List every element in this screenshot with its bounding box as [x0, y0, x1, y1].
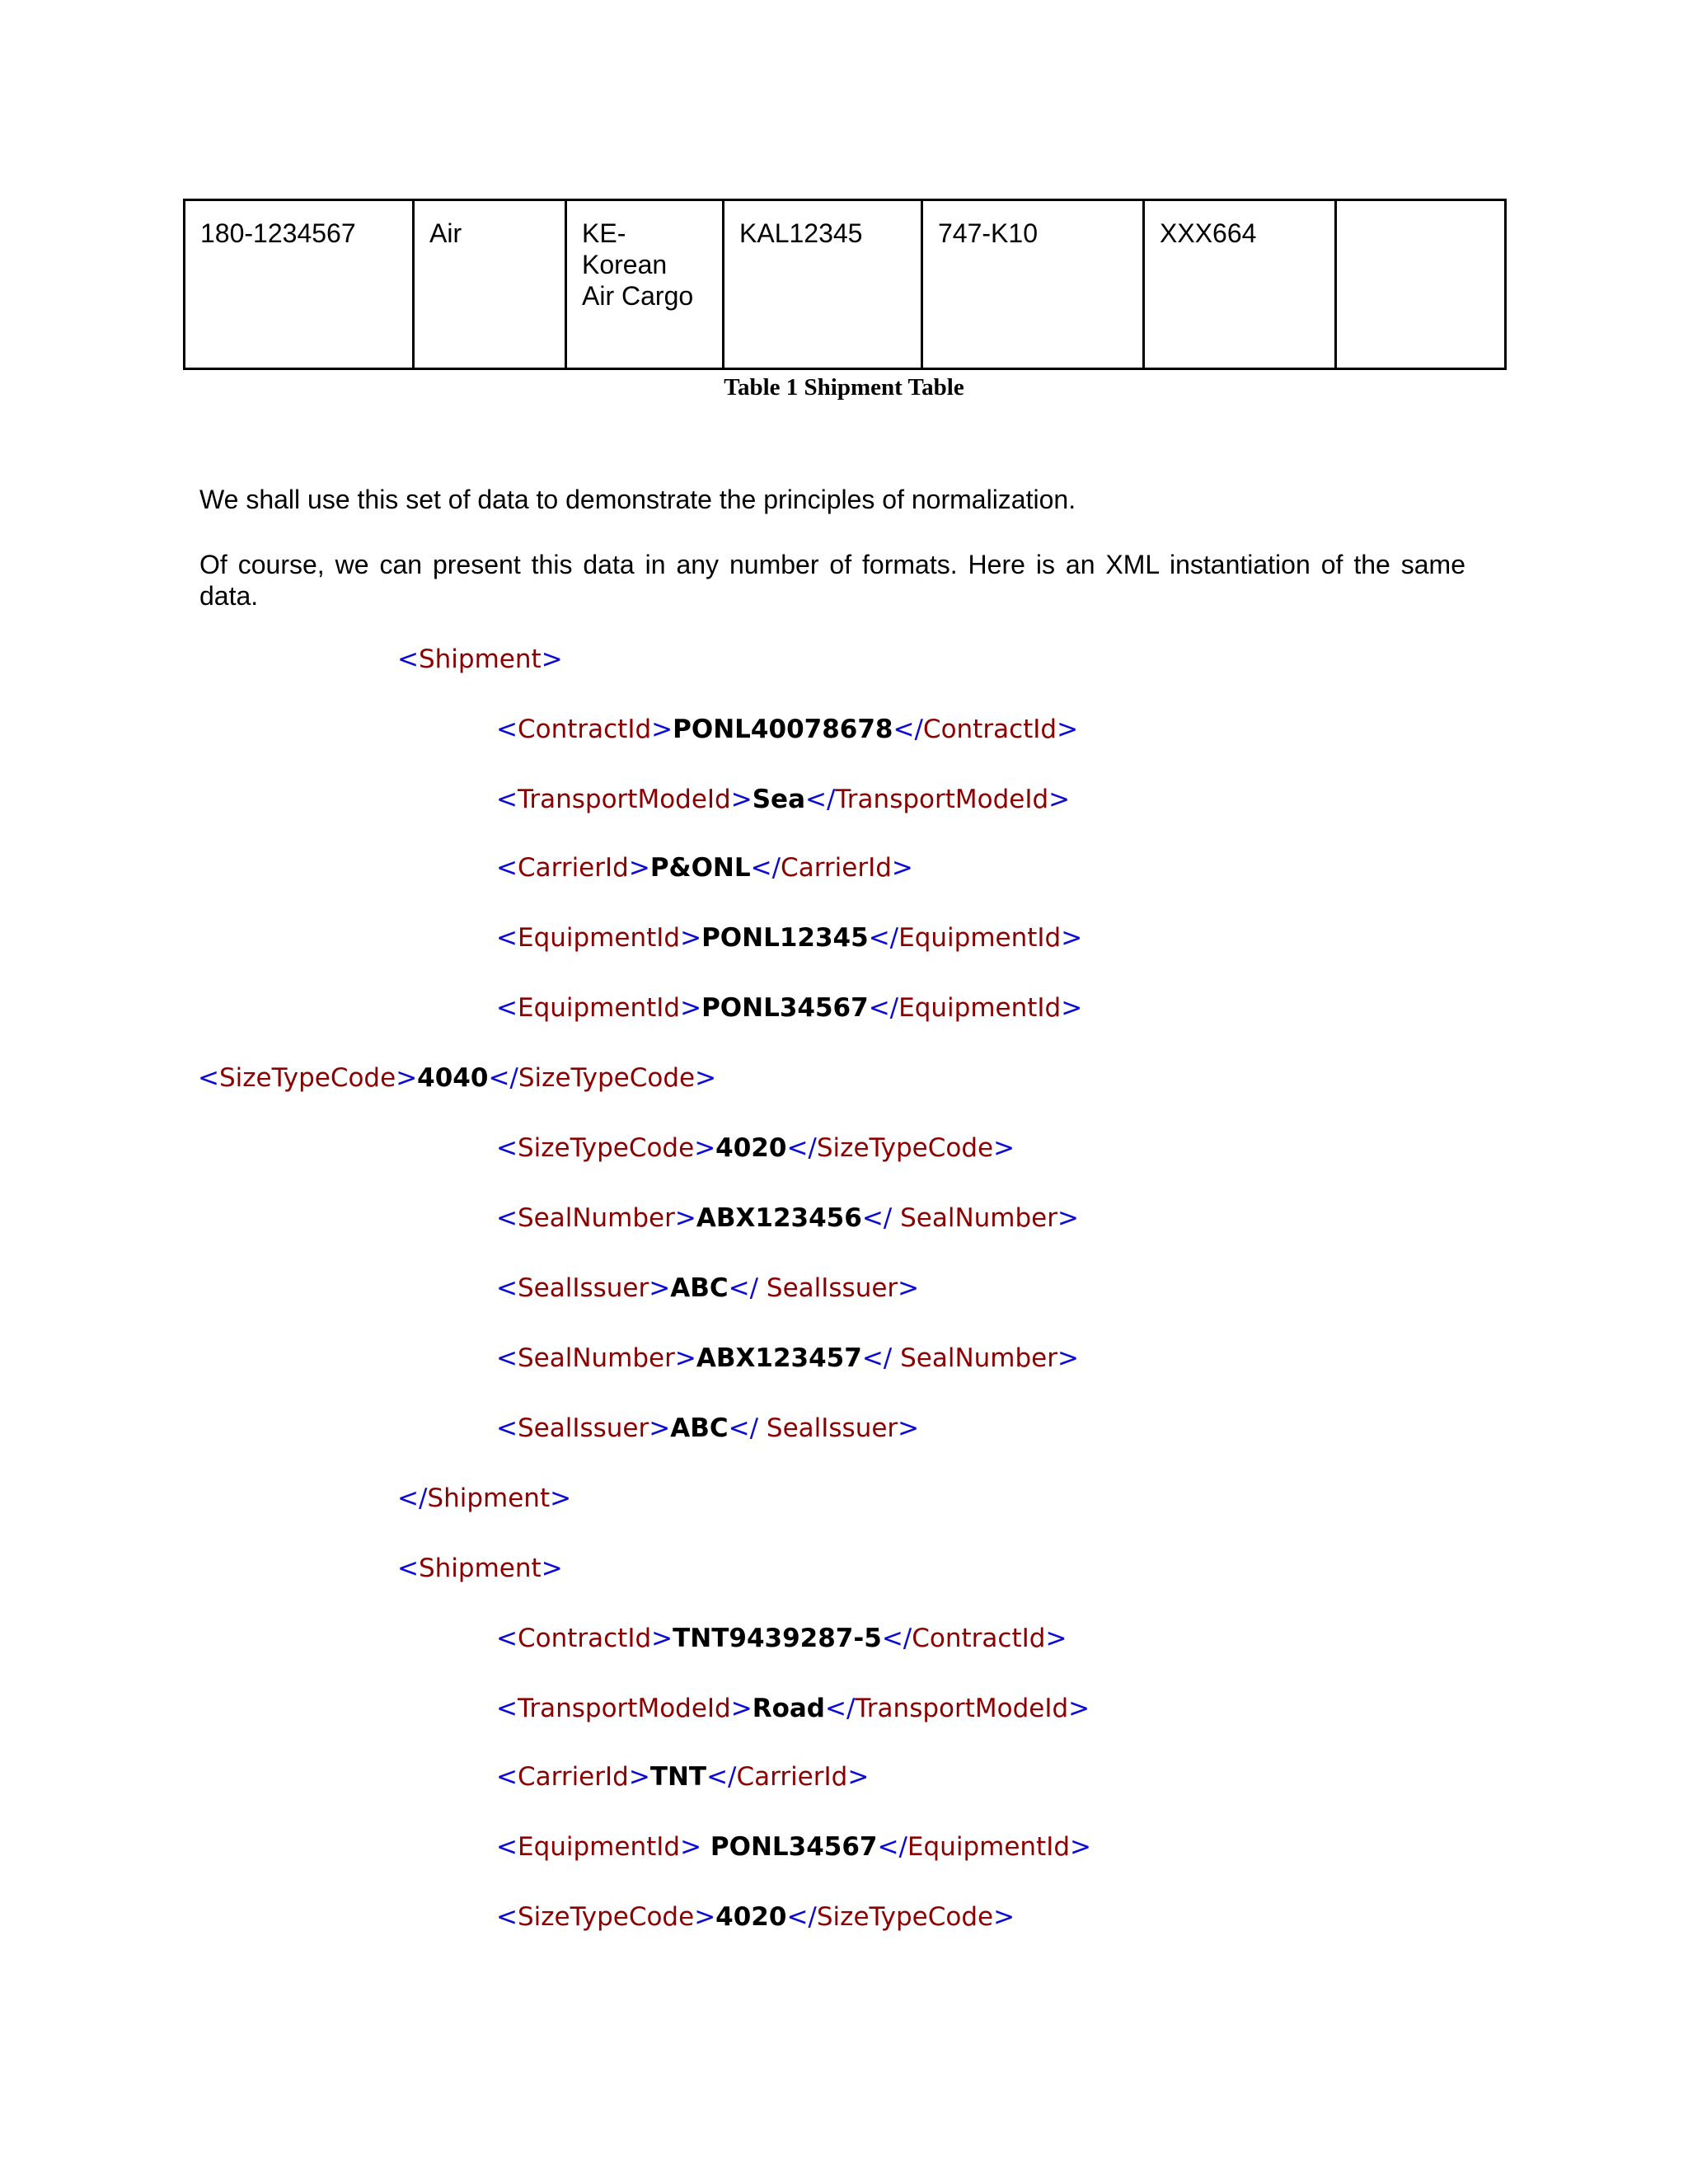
xml-line — [496, 921, 1082, 954]
xml-bracket: > — [898, 1273, 920, 1303]
xml-line — [496, 1412, 919, 1445]
xml-value: 4020 — [715, 1133, 787, 1163]
xml-bracket: </ — [877, 1832, 907, 1862]
xml-bracket: > — [680, 1832, 702, 1862]
xml-tag-name: ContractId — [517, 1624, 652, 1653]
xml-tag-name: SealIssuer — [758, 1413, 898, 1443]
xml-bracket: > — [695, 1063, 717, 1093]
xml-bracket: < — [496, 993, 518, 1023]
xml-tag-name: SealNumber — [517, 1203, 675, 1233]
xml-value: TNT9439287-5 — [673, 1624, 882, 1653]
xml-bracket: > — [1045, 1624, 1067, 1653]
xml-bracket: </ — [397, 1483, 428, 1513]
xml-bracket: </ — [868, 923, 899, 953]
xml-line — [496, 783, 1070, 816]
xml-bracket: > — [730, 1694, 753, 1723]
xml-bracket: </ — [706, 1762, 737, 1792]
xml-bracket: > — [891, 853, 913, 883]
xml-tag-name: TransportModeId — [517, 785, 731, 814]
xml-value: PONL12345 — [701, 923, 869, 953]
table-row — [185, 200, 1506, 369]
xml-tag-name: SizeTypeCode — [816, 1902, 994, 1932]
xml-line — [496, 1830, 1091, 1863]
table-caption: Table 1 Shipment Table — [724, 374, 964, 401]
xml-bracket: > — [651, 715, 673, 744]
xml-bracket: < — [496, 923, 518, 953]
xml-bracket: < — [496, 1624, 518, 1653]
xml-bracket: > — [993, 1133, 1015, 1163]
xml-tag-name: Shipment — [427, 1483, 551, 1513]
xml-bracket: > — [1061, 923, 1083, 953]
xml-line — [496, 1132, 1015, 1165]
xml-line — [496, 1622, 1067, 1655]
xml-line — [496, 1760, 869, 1793]
xml-line — [397, 643, 563, 676]
xml-bracket: </ — [861, 1203, 893, 1233]
xml-value: P&ONL — [649, 853, 751, 883]
xml-tag-name: SizeTypeCode — [816, 1133, 994, 1163]
xml-bracket: > — [847, 1762, 870, 1792]
xml-bracket: > — [993, 1902, 1015, 1932]
xml-bracket: > — [1061, 993, 1083, 1023]
xml-tag-name: Shipment — [418, 644, 542, 674]
xml-line — [496, 1272, 919, 1305]
table-cell-aircraft: 747-K10 — [922, 200, 1144, 369]
xml-tag-name: EquipmentId — [898, 923, 1062, 953]
xml-tag-name: TransportModeId — [835, 785, 1049, 814]
xml-bracket: < — [496, 1343, 518, 1373]
xml-tag-name: Shipment — [418, 1554, 542, 1583]
xml-tag-name: EquipmentId — [517, 923, 681, 953]
xml-bracket: </ — [868, 993, 899, 1023]
xml-bracket: </ — [728, 1413, 759, 1443]
xml-tag-name: EquipmentId — [898, 993, 1062, 1023]
xml-bracket: < — [496, 853, 518, 883]
xml-bracket: < — [397, 644, 419, 674]
xml-value: Road — [752, 1694, 825, 1723]
xml-tag-name: EquipmentId — [517, 993, 681, 1023]
xml-bracket: </ — [825, 1694, 856, 1723]
xml-tag-name: CarrierId — [517, 1762, 629, 1792]
xml-bracket: > — [680, 993, 702, 1023]
xml-bracket: > — [1068, 1694, 1090, 1723]
xml-bracket: > — [649, 1273, 671, 1303]
shipment-table — [183, 199, 1507, 370]
xml-bracket: > — [649, 1413, 671, 1443]
xml-tag-name: SizeTypeCode — [517, 1902, 695, 1932]
xml-tag-name: ContractId — [517, 715, 652, 744]
xml-value: PONL34567 — [701, 993, 869, 1023]
xml-bracket: > — [628, 1762, 650, 1792]
xml-bracket: </ — [488, 1063, 518, 1093]
xml-tag-name: SealNumber — [517, 1343, 675, 1373]
xml-bracket: > — [1070, 1832, 1092, 1862]
xml-bracket: > — [396, 1063, 418, 1093]
xml-value: PONL40078678 — [673, 715, 893, 744]
xml-tag-name: SealIssuer — [758, 1273, 898, 1303]
xml-line — [496, 851, 913, 884]
xml-bracket: < — [496, 1273, 518, 1303]
xml-tag-name: CarrierId — [781, 853, 892, 883]
xml-bracket: < — [397, 1554, 419, 1583]
xml-tag-name: SizeTypeCode — [517, 1133, 695, 1163]
xml-value: ABC — [670, 1413, 729, 1443]
xml-tag-name: SealNumber — [892, 1203, 1057, 1233]
xml-bracket: </ — [861, 1343, 893, 1373]
xml-line — [496, 1342, 1079, 1375]
xml-tag-name: SizeTypeCode — [518, 1063, 696, 1093]
xml-bracket: < — [496, 1902, 518, 1932]
xml-bracket: > — [550, 1483, 572, 1513]
xml-tag-name: SealNumber — [892, 1343, 1057, 1373]
table-cell-carrier: KE- Korean Air Cargo — [566, 200, 724, 369]
xml-tag-name: CarrierId — [736, 1762, 848, 1792]
xml-bracket: < — [496, 1413, 518, 1443]
xml-tag-name: ContractId — [922, 715, 1057, 744]
xml-tag-name: CarrierId — [517, 853, 629, 883]
table-cell-waybill: 180-1234567 — [185, 200, 414, 369]
xml-value: 4020 — [715, 1902, 787, 1932]
xml-line — [496, 1900, 1015, 1933]
xml-line — [397, 1552, 563, 1585]
xml-tag-name: EquipmentId — [907, 1832, 1071, 1862]
xml-value: 4040 — [417, 1063, 489, 1093]
xml-value: ABX123456 — [696, 1203, 862, 1233]
xml-bracket: </ — [805, 785, 836, 814]
xml-bracket: < — [496, 785, 518, 814]
xml-value: ABX123457 — [696, 1343, 862, 1373]
table-cell-equipment: KAL12345 — [724, 200, 922, 369]
table-cell-empty — [1336, 200, 1506, 369]
xml-bracket: > — [1057, 1203, 1079, 1233]
xml-bracket: < — [198, 1063, 219, 1093]
xml-bracket: </ — [786, 1133, 817, 1163]
xml-bracket: > — [730, 785, 753, 814]
paragraph-xml-intro: Of course, we can present this data in any number of formats. Here is an XML instantiation of the same data. — [199, 550, 1465, 611]
xml-line — [397, 1482, 571, 1515]
xml-bracket: < — [496, 1762, 518, 1792]
xml-bracket: > — [628, 853, 650, 883]
xml-bracket: > — [694, 1902, 716, 1932]
xml-bracket: > — [898, 1413, 920, 1443]
xml-bracket: > — [651, 1624, 673, 1653]
xml-line — [198, 1062, 716, 1094]
xml-tag-name: SealIssuer — [517, 1413, 649, 1443]
xml-bracket: < — [496, 1832, 518, 1862]
xml-bracket: < — [496, 715, 518, 744]
xml-bracket: < — [496, 1203, 518, 1233]
xml-bracket: > — [541, 644, 563, 674]
xml-tag-name: TransportModeId — [517, 1694, 731, 1723]
xml-bracket: > — [1057, 715, 1079, 744]
xml-bracket: </ — [786, 1902, 817, 1932]
xml-bracket: </ — [881, 1624, 912, 1653]
xml-bracket: </ — [750, 853, 781, 883]
xml-value: ABC — [670, 1273, 729, 1303]
xml-tag-name: SizeTypeCode — [218, 1063, 396, 1093]
xml-tag-name: ContractId — [912, 1624, 1046, 1653]
xml-line — [496, 713, 1078, 746]
table-cell-code: XXX664 — [1144, 200, 1336, 369]
xml-tag-name: TransportModeId — [855, 1694, 1069, 1723]
xml-bracket: > — [1057, 1343, 1079, 1373]
xml-bracket: > — [541, 1554, 563, 1583]
xml-value: Sea — [752, 785, 805, 814]
xml-value: PONL34567 — [701, 1832, 878, 1862]
xml-bracket: </ — [893, 715, 923, 744]
xml-line — [496, 991, 1082, 1024]
xml-line — [496, 1692, 1090, 1725]
xml-bracket: </ — [728, 1273, 759, 1303]
xml-bracket: > — [674, 1343, 696, 1373]
paragraph-intro: We shall use this set of data to demonstrate the principles of normalization. — [199, 485, 1076, 514]
xml-bracket: > — [680, 923, 702, 953]
xml-value: TNT — [649, 1762, 707, 1792]
table-cell-mode: Air — [414, 200, 566, 369]
xml-tag-name: EquipmentId — [517, 1832, 681, 1862]
xml-bracket: > — [694, 1133, 716, 1163]
xml-line — [496, 1202, 1079, 1235]
xml-bracket: < — [496, 1694, 518, 1723]
xml-tag-name: SealIssuer — [517, 1273, 649, 1303]
xml-bracket: > — [674, 1203, 696, 1233]
xml-bracket: > — [1048, 785, 1071, 814]
xml-bracket: < — [496, 1133, 518, 1163]
